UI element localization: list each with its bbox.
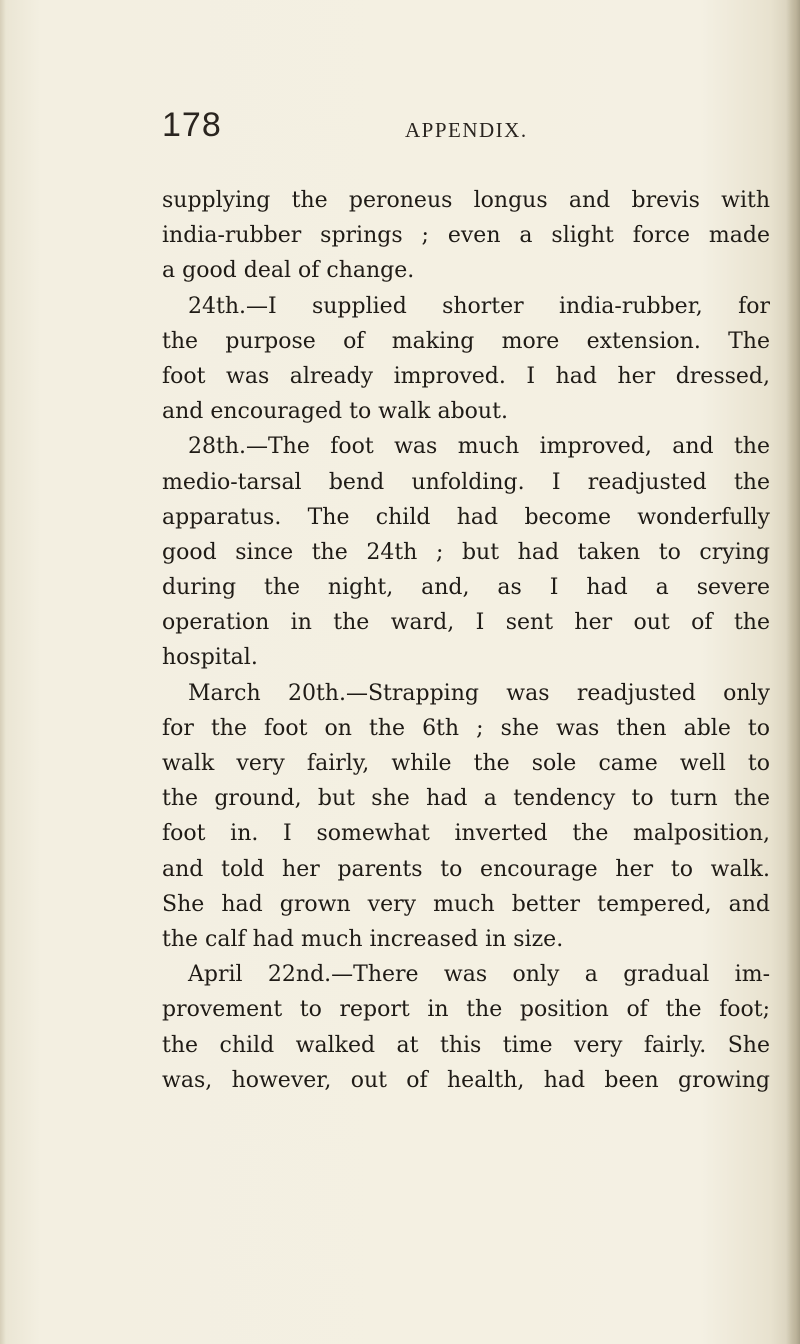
page-header [0, 100, 800, 150]
page-gutter-shadow [786, 0, 800, 1344]
text-line: the child walked at this time very fairly. She [162, 1032, 770, 1058]
text-line: the ground, but she had a tendency to turn the [162, 786, 770, 812]
text-line: and encouraged to walk about. [162, 399, 508, 425]
text-line: supplying the peroneus longus and brevis with [162, 188, 770, 213]
text-line: was, however, out of health, had been growing [162, 1067, 770, 1093]
text-line: during the night, and, as I had a severe [162, 575, 770, 601]
page-number: 178 [162, 106, 222, 144]
text-line: good since the 24th ; but had taken to crying [162, 539, 770, 565]
text-line: hospital. [162, 645, 258, 671]
text-line: foot was already improved. I had her dressed, [162, 363, 770, 389]
text-line: medio-tarsal bend unfolding. I readjusted the [162, 469, 770, 495]
text-line: operation in the ward, I sent her out of the [162, 610, 770, 636]
text-line: foot in. I somewhat inverted the malposition, [162, 821, 770, 847]
text-line: provement to report in the position of the foot; [162, 997, 770, 1023]
page-left-shadow [0, 0, 6, 1344]
text-line: She had grown very much better tempered, and [162, 891, 770, 917]
text-line: a good deal of change. [162, 258, 415, 284]
text-line: 28th.—The foot was much improved, and the [188, 434, 770, 460]
text-line: April 22nd.—There was only a gradual im- [188, 962, 770, 988]
text-line: March 20th.—Strapping was readjusted only [188, 680, 770, 706]
body-text [162, 183, 770, 1098]
text-line: india-rubber springs ; even a slight force made [162, 223, 770, 249]
text-line: walk very fairly, while the sole came well to [162, 751, 770, 776]
text-line: apparatus. The child had become wonderfully [162, 504, 770, 530]
running-head: APPENDIX. [405, 118, 528, 142]
text-line: 24th.—I supplied shorter india-rubber, for [188, 293, 770, 319]
text-line: and told her parents to encourage her to walk. [162, 856, 770, 882]
text-line: the purpose of making more extension. The [162, 328, 770, 354]
text-line: for the foot on the 6th ; she was then able to [162, 715, 770, 741]
text-line: the calf had much increased in size. [162, 926, 564, 952]
